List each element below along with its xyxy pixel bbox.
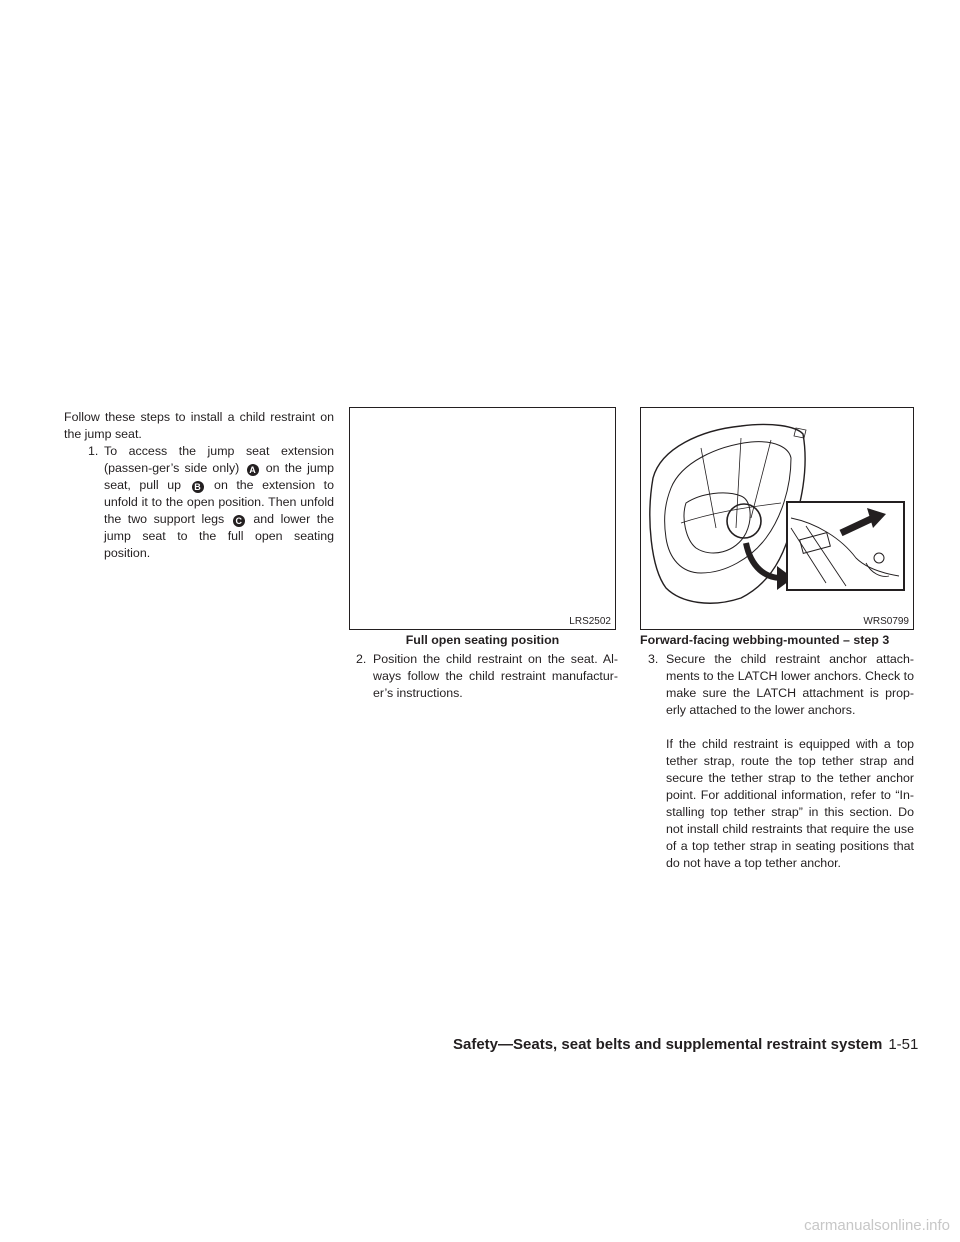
figure-2-caption: Forward-facing webbing-mounted – step 3: [640, 633, 890, 647]
figure-2-code: WRS0799: [863, 616, 909, 627]
figure-forward-facing-step3: [640, 407, 914, 630]
step-1-text-1: To access the jump seat extension (passen-ger’s side only): [104, 444, 334, 475]
page-number: 1-51: [888, 1036, 919, 1053]
callout-b-icon: B: [192, 481, 204, 493]
step-3-paragraph-1: Secure the child restraint anchor attach-ments to the LATCH lower anchors. Check to make sure the LATCH attachment is prop-erly attached to the lower anchors.: [666, 652, 914, 717]
figure-full-open-seating: [349, 407, 616, 630]
step-1-body: [64, 443, 334, 562]
step-1: [64, 443, 334, 562]
step-2-text: Position the child restraint on the seat. Al-ways follow the child restraint manufactur-er’s instructions.: [373, 652, 618, 700]
callout-c-icon: C: [233, 515, 245, 527]
step-3-paragraph-2: If the child restraint is equipped with a top tether strap, route the top tether strap and secure the tether strap to the tether anchor point. For additional information, refer to “In-stalling top tether strap” in this section. Do not install child restraints that require the use of a top tether strap in seating positions that do not have a top tether anchor.: [666, 737, 914, 870]
page-footer: [453, 1035, 919, 1055]
figure-1-caption: Full open seating position: [405, 633, 560, 647]
step-1-text-4: and lower the jump seat to the full open seating position.: [104, 512, 334, 560]
callout-a-icon: A: [247, 464, 259, 476]
step-1-text-2: on the jump seat, pull up: [104, 461, 334, 492]
intro-paragraph: Follow these steps to install a child restraint on the jump seat.: [64, 410, 334, 441]
child-seat-illustration: [641, 408, 913, 629]
step-3-number: 3.: [648, 652, 659, 666]
step-2-number: 2.: [356, 652, 367, 666]
step-1-text-3: on the extension to unfold it to the open position. Then unfold the two support legs: [104, 478, 334, 526]
footer-section-title: Safety—Seats, seat belts and supplemental restraint system: [453, 1036, 883, 1053]
step-3: [648, 651, 914, 872]
figure-1-code: LRS2502: [569, 616, 611, 627]
watermark: carmanualsonline.info: [804, 1217, 950, 1234]
step-1-number: 1.: [88, 444, 99, 458]
step-2: [356, 651, 618, 702]
